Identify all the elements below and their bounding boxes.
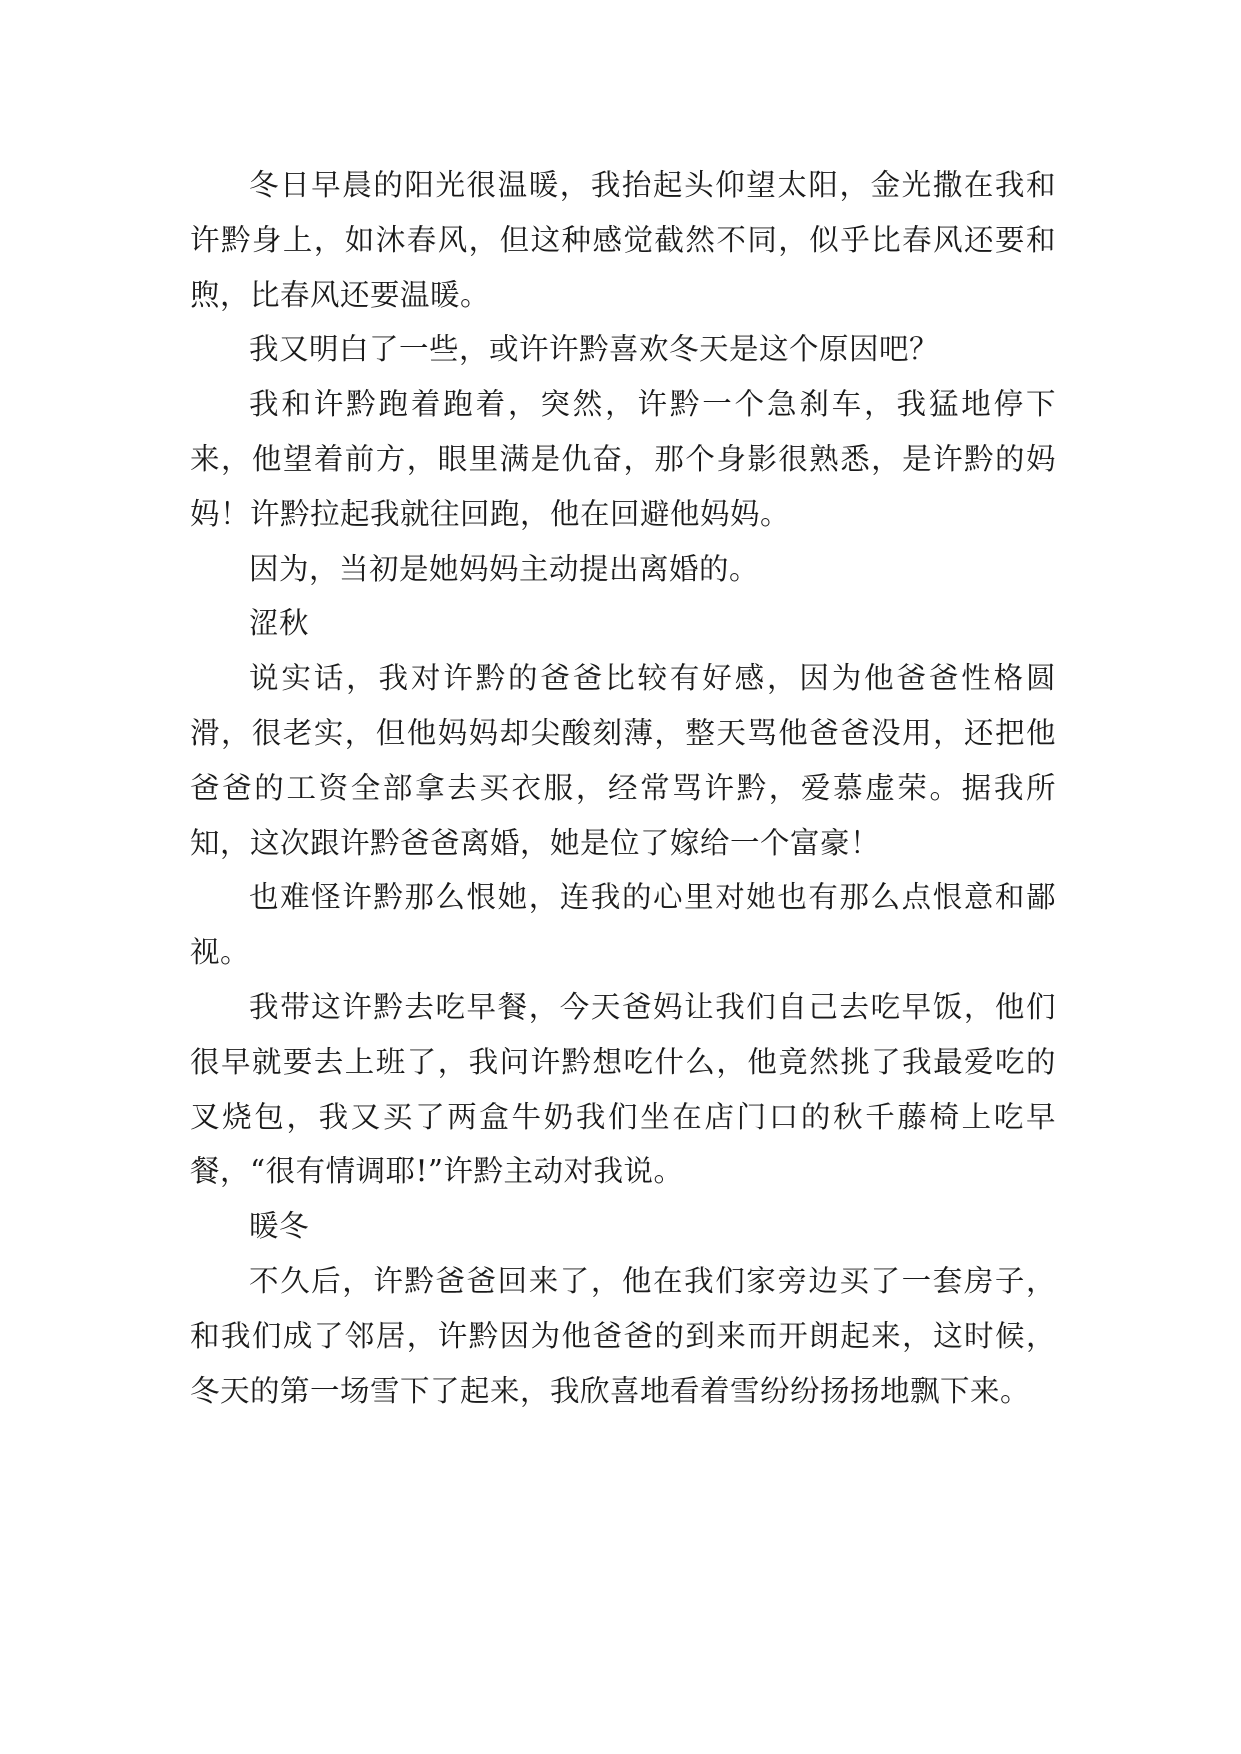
paragraph: 说实话，我对许黔的爸爸比较有好感，因为他爸爸性格圆滑，很老实，但他妈妈却尖酸刻薄，整天骂他爸爸没用，还把他爸爸的工资全部拿去买衣服，经常骂许黔，爱慕虚荣。据我所知，这次跟许黔爸爸离婚，她是位了嫁给一个富豪！	[190, 661, 1056, 860]
paragraph: 冬日早晨的阳光很温暖，我抬起头仰望太阳，金光撒在我和许黔身上，如沐春风，但这种感觉截然不同，似乎比春风还要和煦，比春风还要温暖。	[190, 168, 1056, 312]
paragraph: 我带这许黔去吃早餐，今天爸妈让我们自己去吃早饭，他们很早就要去上班了，我问许黔想吃什么，他竟然挑了我最爱吃的叉烧包，我又买了两盒牛奶我们坐在店门口的秋千藤椅上吃早餐，“很有情调耶!”许黔主动对我说。	[190, 989, 1056, 1189]
paragraph: 我和许黔跑着跑着，突然，许黔一个急刹车，我猛地停下来，他望着前方，眼里满是仇奋，那个身影很熟悉，是许黔的妈妈！许黔拉起我就往回跑，他在回避他妈妈。	[190, 387, 1056, 531]
section-heading: 暖冬	[249, 1209, 310, 1244]
section-heading: 涩秋	[249, 606, 310, 641]
paragraph: 我又明白了一些，或许许黔喜欢冬天是这个原因吧？	[249, 332, 940, 367]
paragraph: 也难怪许黔那么恨她，连我的心里对她也有那么点恨意和鄙视。	[190, 880, 1056, 970]
paragraph: 因为，当初是她妈妈主动提出离婚的。	[249, 551, 760, 586]
paragraph: 不久后，许黔爸爸回来了，他在我们家旁边买了一套房子，和我们成了邻居，许黔因为他爸爸的到来而开朗起来，这时候，冬天的第一场雪下了起来，我欣喜地看着雪纷纷扬扬地飘下来。	[190, 1263, 1056, 1408]
document-body	[190, 158, 1056, 1418]
